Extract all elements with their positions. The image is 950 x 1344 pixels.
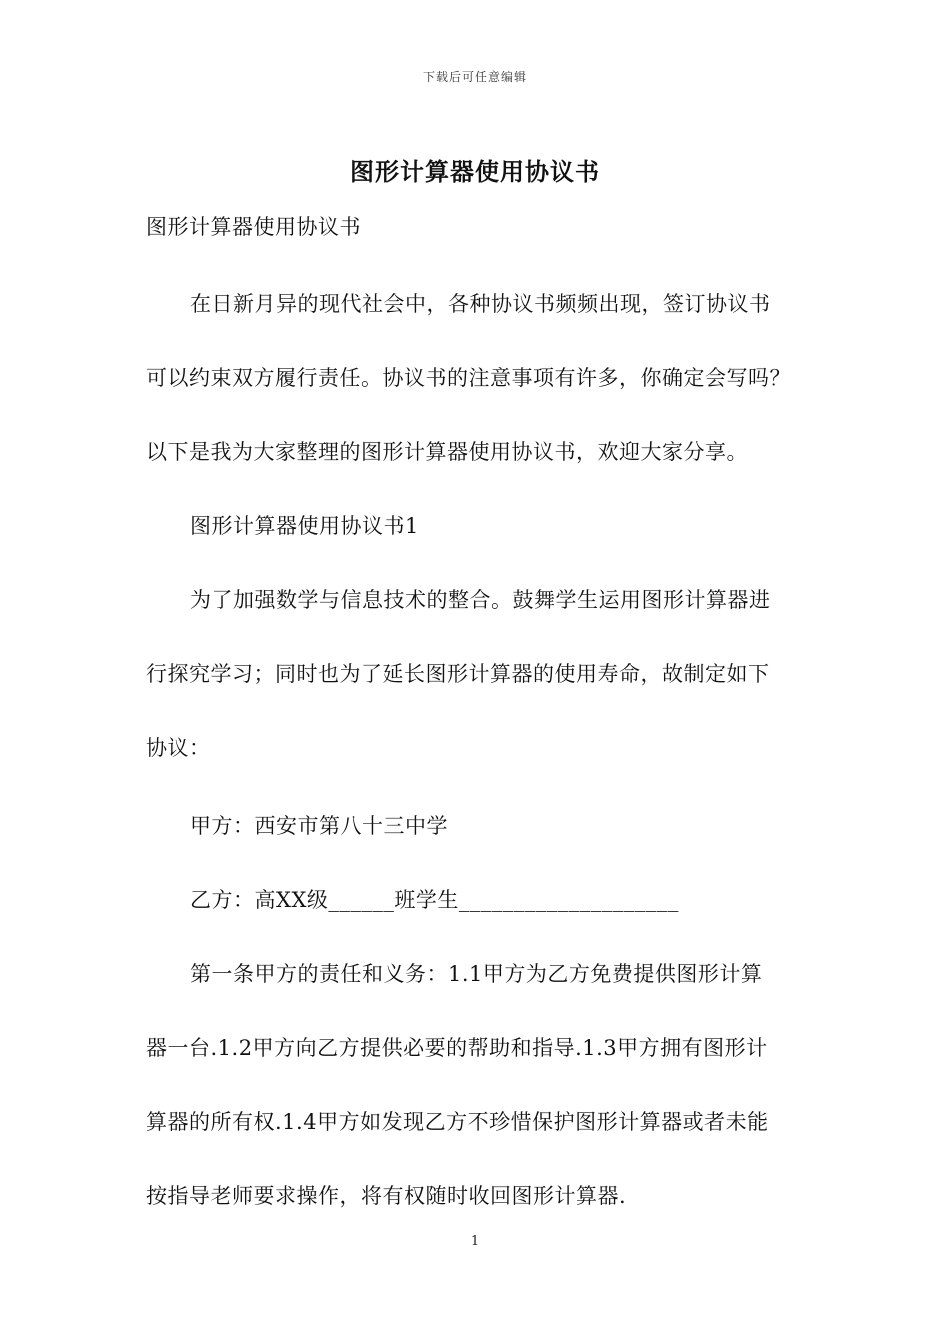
paragraph-line: 协议：: [146, 736, 211, 760]
clause-line: 算器的所有权.1.4甲方如发现乙方不珍惜保护图形计算器或者未能: [146, 1110, 769, 1134]
page-number: 1: [470, 1234, 480, 1249]
paragraph-line: 以下是我为大家整理的图形计算器使用协议书，欢迎大家分享。: [146, 440, 748, 464]
party-b-line: 乙方：高XX级______班学生____________________: [190, 888, 679, 912]
document-title: 图形计算器使用协议书: [350, 157, 600, 186]
party-a-line: 甲方：西安市第八十三中学: [190, 814, 448, 838]
subtitle-line: 图形计算器使用协议书: [146, 215, 361, 239]
clause-line: 器一台.1.2甲方向乙方提供必要的帮助和指导.1.3甲方拥有图形计: [146, 1036, 768, 1060]
clause-line: 按指导老师要求操作，将有权随时收回图形计算器.: [146, 1184, 627, 1208]
paragraph-line: 在日新月异的现代社会中，各种协议书频频出现，签订协议书: [190, 292, 771, 316]
paragraph-line: 为了加强数学与信息技术的整合。鼓舞学生运用图形计算器进: [190, 588, 771, 612]
paragraph-line: 可以约束双方履行责任。协议书的注意事项有许多，你确定会写吗？: [146, 366, 791, 390]
clause-line: 第一条甲方的责任和义务：1.1甲方为乙方免费提供图形计算: [190, 962, 763, 986]
header-note: 下载后可任意编辑: [422, 70, 527, 84]
section-heading: 图形计算器使用协议书1: [190, 514, 419, 538]
paragraph-line: 行探究学习；同时也为了延长图形计算器的使用寿命，故制定如下: [146, 662, 770, 686]
